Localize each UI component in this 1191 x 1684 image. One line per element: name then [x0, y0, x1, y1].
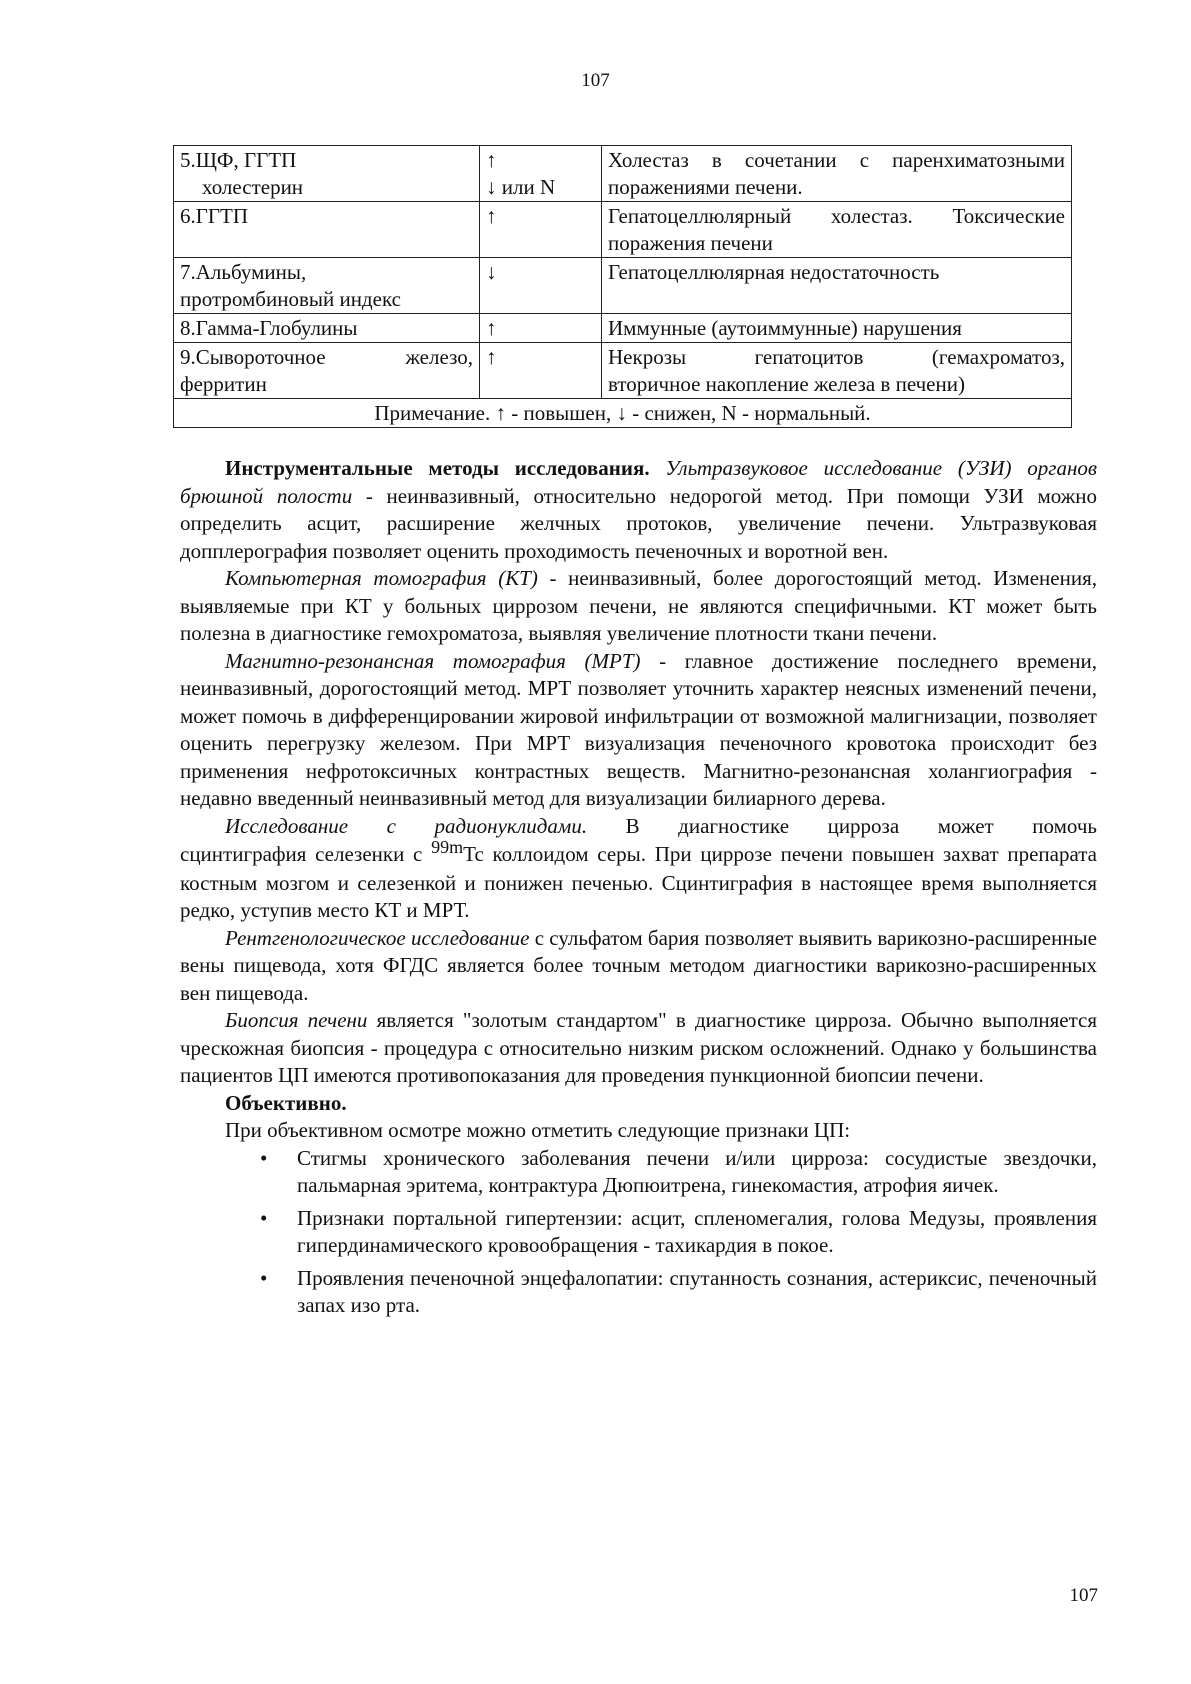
paragraph-text: Tc коллоидом серы. При циррозе печени повышен захват препарата костным мозгом и селезенкой и понижен печенью. Сцинтиграфия в настоящее время выполняется редко, уступив место КТ и МРТ.: [180, 842, 1097, 922]
table-row: [174, 314, 1072, 343]
table-cell-interpretation: [602, 202, 1072, 258]
paragraph-instrumental-methods: [180, 455, 1097, 565]
paragraph-biopsy: [180, 1007, 1097, 1090]
paragraph-text: является "золотым стандартом" в диагностике цирроза. Обычно выполняется чрескожная биопсия - процедура с относительно низким риском осложнений. Однако у большинства пациентов ЦП имеются противопоказания для проведения пункционной биопсии печени.: [180, 1008, 1097, 1087]
table-cell-change: [480, 343, 602, 399]
table-row: [174, 343, 1072, 399]
page-number-bottom: 107: [1069, 1585, 1098, 1606]
cell-line: ↑: [486, 345, 497, 369]
list-item: [180, 1145, 1097, 1200]
paragraph-xray: [180, 925, 1097, 1008]
paragraph-text: - неинвазивный, более дорогостоящий метод. Изменения, выявляемые при КТ у больных циррозом печени, не являются специфичными. КТ может быть полезна в диагностике гемохроматоза, выявляя увеличение плотности ткани печени.: [180, 566, 1097, 645]
cell-line: поражениями печени.: [608, 175, 803, 199]
table-cell-change: [480, 146, 602, 202]
list-item: [180, 1265, 1097, 1320]
list-item: [180, 1205, 1097, 1260]
signs-list: [180, 1145, 1097, 1320]
table-row: [174, 258, 1072, 314]
table-cell-interpretation: [602, 146, 1072, 202]
page-number-top: 107: [581, 70, 610, 91]
paragraph-radionuclide-line1: [180, 813, 1097, 841]
cell-line: Гепатоцеллюлярная недостаточность: [608, 260, 940, 284]
paragraph-text: - главное достижение последнего времени, неинвазивный, дорогостоящий метод. МРТ позволяет уточнить характер неясных изменений печени, может помочь в дифференцировании жировой инфильтрации от возможной малигнизации, позволяет оценить перегрузку железом. При МРТ визуализация печеночного кровотока происходит без применения нефротоксичных контрастных веществ. Магнитно-резонансная холангиография - недавно введенный неинвазивный метод для визуализации билиарного дерева.: [180, 648, 1097, 810]
table-cell-test: [174, 314, 480, 343]
term-ct: Компьютерная томография (КТ): [225, 566, 538, 590]
list-item-text: Признаки портальной гипертензии: асцит, спленомегалия, голова Медузы, проявления гипердинамического кровообращения - тахикардия в покое.: [297, 1205, 1097, 1257]
term-xray: Рентгенологическое исследование: [225, 925, 530, 950]
paragraph-mri: [180, 648, 1097, 813]
table-note: Примечание. ↑ - повышен, ↓ - снижен, N - нормальный.: [174, 399, 1072, 428]
cell-line: 9.Сывороточное железо,: [180, 345, 473, 369]
cell-line: Некрозы гепатоцитов (гемахроматоз,: [608, 345, 1065, 369]
cell-line: Гепатоцеллюлярный холестаз. Токсические: [608, 204, 1065, 228]
cell-line: ферритин: [180, 372, 267, 396]
term-mri: Магнитно-резонансная томография (МРТ): [225, 648, 641, 673]
cell-line: ↑: [486, 148, 497, 172]
table-cell-interpretation: [602, 314, 1072, 343]
cell-line: ↓ или N: [486, 175, 556, 199]
cell-line: ↑: [486, 316, 497, 340]
isotope-superscript: 99m: [431, 837, 464, 857]
paragraph-ct: [180, 565, 1097, 648]
term-biopsy: Биопсия печени: [225, 1008, 368, 1032]
cell-line: ↓: [486, 260, 497, 284]
bullet-icon: •: [260, 1145, 268, 1170]
cell-line: вторичное накопление железа в печени): [608, 372, 965, 396]
table-cell-test: [174, 343, 480, 399]
cell-line: протромбиновый индекс: [180, 287, 401, 311]
cell-line: 6.ГГТП: [180, 204, 249, 228]
paragraph-radionuclide-rest: [180, 837, 1097, 925]
cell-line: 5.ЩФ, ГГТП: [180, 148, 297, 172]
table-cell-test: [174, 258, 480, 314]
objective-intro: При объективном осмотре можно отметить следующие признаки ЦП:: [225, 1118, 851, 1142]
cell-line: Иммунные (аутоиммунные) нарушения: [608, 316, 962, 340]
bullet-icon: •: [260, 1205, 268, 1230]
table-cell-interpretation: [602, 258, 1072, 314]
paragraph-text: В диагностике цирроза может помочь: [587, 813, 1097, 838]
table-cell-change: [480, 258, 602, 314]
main-text: [180, 455, 1097, 1325]
cell-line: Холестаз в сочетании с паренхиматозными: [608, 148, 1065, 172]
table-cell-change: [480, 202, 602, 258]
objective-heading: Объективно.: [225, 1090, 347, 1115]
cell-line: холестерин: [202, 175, 304, 199]
table-row: [174, 146, 1072, 202]
table-cell-change: [480, 314, 602, 343]
term-ultrasound: Ультразвуковое исследование (УЗИ) органов брюшной полости: [180, 456, 1097, 508]
term-radionuclide: Исследование с радионуклидами.: [225, 813, 588, 838]
bullet-icon: •: [260, 1265, 268, 1290]
paragraph-text: с сульфатом бария позволяет выявить варикозно-расширенные вены пищевода, хотя ФГДС является более точным методом диагностики варикозно-расширенных вен пищевода.: [180, 925, 1097, 1005]
table-cell-test: [174, 202, 480, 258]
list-item-text: Стигмы хронического заболевания печени и/или цирроза: сосудистые звездочки, пальмарная эритема, контрактура Дюпюитрена, гинекомастия, атрофия яичек.: [297, 1145, 1097, 1197]
table-cell-interpretation: [602, 343, 1072, 399]
table-note-row: [174, 399, 1072, 428]
section-heading-instrumental: Инструментальные методы исследования.: [225, 456, 650, 480]
lab-findings-table: [173, 145, 1072, 428]
table-cell-test: [174, 146, 480, 202]
table-row: [174, 202, 1072, 258]
cell-line: 8.Гамма-Глобулины: [180, 316, 358, 340]
paragraph-text: - неинвазивный, относительно недорогой метод. При помощи УЗИ можно определить асцит, расширение желчных протоков, увеличение печени. Ультразвуковая допплерография позволяет оценить проходимость печеночных и воротной вен.: [180, 483, 1098, 563]
cell-line: поражения печени: [608, 231, 773, 255]
list-item-text: Проявления печеночной энцефалопатии: спутанность сознания, астериксис, печеночный запах изо рта.: [297, 1265, 1097, 1317]
paragraph-text: сцинтиграфия селезенки с: [180, 842, 432, 866]
cell-line: ↑: [486, 204, 497, 228]
cell-line: 7.Альбумины,: [180, 260, 307, 284]
